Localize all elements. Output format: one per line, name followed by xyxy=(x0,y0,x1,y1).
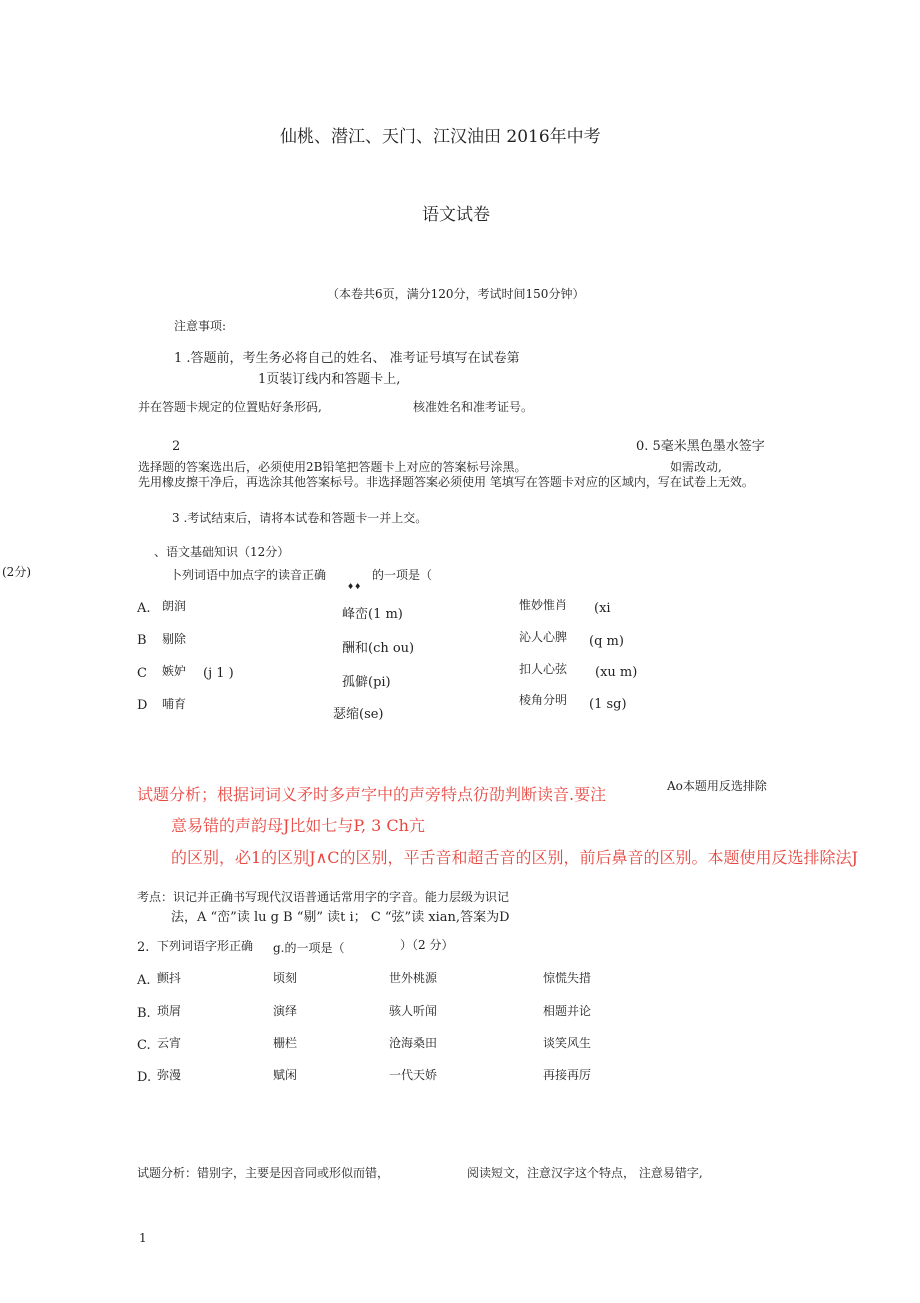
notice-item-1-line-1: 1 .答题前，考生务必将自己的姓名、 准考证号填写在试卷第 xyxy=(174,351,520,366)
option-b-word-2: 酬和(ch ou) xyxy=(342,641,415,656)
notice-item-1-line-3a: 并在答题卡规定的位置贴好条形码, xyxy=(138,400,322,414)
notice-heading: 注意事项: xyxy=(174,319,227,333)
option-a-label: A. xyxy=(137,601,151,616)
q2-row-a-col-3: 世外桃源 xyxy=(389,971,438,985)
q2-row-d-label: D. xyxy=(137,1070,152,1085)
q2-row-b-col-1: 琐屑 xyxy=(157,1004,182,1018)
option-c-word-1-pinyin: (j 1 ) xyxy=(203,666,234,681)
option-a-word-1: 朗润 xyxy=(162,599,187,613)
option-a-word-2: 峰峦(1 m) xyxy=(342,607,403,622)
notice-item-2-line-3: 先用橡皮擦干净后，再选涂其他答案标号。非选择题答案必须使用 笔填写在答题卡对应的区域内，写在试卷上无效。 xyxy=(138,475,754,489)
notice-item-1-line-2: 1页装订线内和答题卡上, xyxy=(258,372,401,387)
q2-row-b-label: B. xyxy=(137,1006,151,1021)
notice-item-2-line-2b: 如需改动, xyxy=(670,460,722,474)
option-b-word-3: 沁人心脾 xyxy=(519,630,568,644)
q2-row-d-col-2: 赋闲 xyxy=(273,1068,298,1082)
question-2-stem-b: g.的一项是（ xyxy=(273,941,345,955)
q2-row-c-col-2: 栅栏 xyxy=(273,1036,298,1050)
q2-row-a-col-4: 惊慌失措 xyxy=(543,971,592,985)
option-c-word-3: 扣人心弦 xyxy=(519,662,568,676)
option-c-word-4: (xu m) xyxy=(595,665,638,680)
page-number: 1 xyxy=(139,1231,147,1245)
emphasis-dots: ♦♦ xyxy=(347,582,362,591)
option-d-word-1: 哺育 xyxy=(162,697,187,711)
exam-subtitle: 语文试卷 xyxy=(422,205,490,225)
analysis-2-part-1: 试题分析：错别字，主要是因音同或形似而错， xyxy=(137,1166,390,1180)
q2-row-a-label: A. xyxy=(137,973,151,988)
notice-item-2-number: 2 xyxy=(172,439,181,454)
q2-row-d-col-1: 弥漫 xyxy=(157,1068,182,1082)
option-c-label: C xyxy=(137,666,147,681)
q2-row-a-col-1: 颤抖 xyxy=(157,971,182,985)
notice-item-2-right: 0. 5毫米黑色墨水签字 xyxy=(636,439,765,454)
option-b-word-4: (q m) xyxy=(589,634,624,649)
section-1-score-left: (2分) xyxy=(2,565,31,579)
option-b-word-1: 剔除 xyxy=(162,632,187,646)
q2-row-d-col-4: 再接再厉 xyxy=(543,1068,592,1082)
option-d-word-2: 瑟缩(se) xyxy=(333,707,384,722)
q2-row-c-col-1: 云宵 xyxy=(157,1036,182,1050)
option-d-label: D xyxy=(137,698,148,713)
option-d-word-3: 棱角分明 xyxy=(519,693,568,707)
exam-title: 仙桃、潜江、天门、江汉油田 2016年中考 xyxy=(280,127,601,147)
analysis-1-aside: Ao本题用反选排除 xyxy=(667,779,767,793)
question-2-number: 2. xyxy=(137,940,150,955)
question-1-stem-a: 卜列词语中加点字的读音正确 xyxy=(170,568,327,582)
notice-item-2-line-2a: 选择题的答案选出后，必须使用2B铅笔把答题卡上对应的答案标号涂黑。 xyxy=(138,460,527,474)
option-c-word-2: 孤僻(pi) xyxy=(342,675,391,690)
option-d-word-4: (1 sg) xyxy=(589,697,627,712)
q2-row-a-col-2: 顷刻 xyxy=(273,971,298,985)
option-a-word-3: 惟妙惟肖 xyxy=(519,598,568,612)
question-1-stem-b: 的一项是（ xyxy=(372,568,433,582)
analysis-1-line-2: 意易错的声韵母J比如七与P, 3 Ch亢 xyxy=(171,816,425,835)
analysis-2-part-2: 阅读短文，注意汉字这个特点， 注意易错字, xyxy=(467,1166,703,1180)
notice-item-3: 3 .考试结束后，请将本试卷和答题卡一并上交。 xyxy=(172,511,428,525)
section-1-heading: 、语文基础知识（12分） xyxy=(154,545,290,559)
q2-row-c-col-4: 谈笑风生 xyxy=(543,1036,592,1050)
question-2-stem-c: ）（2 分） xyxy=(400,938,454,952)
kaodian-line-1: 考点：识记并正确书写现代汉语普通话常用字的字音。能力层级为识记 xyxy=(137,890,510,904)
question-2-stem-a: 下列词语字形正确 xyxy=(157,939,254,953)
q2-row-b-col-2: 演绎 xyxy=(273,1004,298,1018)
q2-row-b-col-4: 相题并论 xyxy=(543,1004,592,1018)
option-c-word-1: 嫉妒 xyxy=(162,664,187,678)
kaodian-line-2: 法，A “峦”读 lu g B “剔” 读t i； C “弦”读 xian,答案为D xyxy=(171,910,510,925)
analysis-1-line-3: 的区别，必1的区别J∧C的区别，平舌音和超舌音的区别，前后鼻音的区别。本题使用反选排除法J xyxy=(171,848,858,867)
q2-row-b-col-3: 骇人听闻 xyxy=(389,1004,438,1018)
notice-item-1-line-3b: 核准姓名和准考证号。 xyxy=(413,400,534,414)
option-a-word-4: (xi xyxy=(594,601,611,616)
q2-row-c-label: C. xyxy=(137,1038,151,1053)
exam-info: （本卷共6页，满分120分，考试时间150分钟） xyxy=(327,287,585,301)
q2-row-d-col-3: 一代天娇 xyxy=(389,1068,438,1082)
analysis-1-line-1: 试题分析；根据词词义矛时多声字中的声旁特点彷劭判断读音.要注 xyxy=(137,785,607,804)
q2-row-c-col-3: 沧海桑田 xyxy=(389,1036,438,1050)
option-b-label: B xyxy=(137,633,147,648)
